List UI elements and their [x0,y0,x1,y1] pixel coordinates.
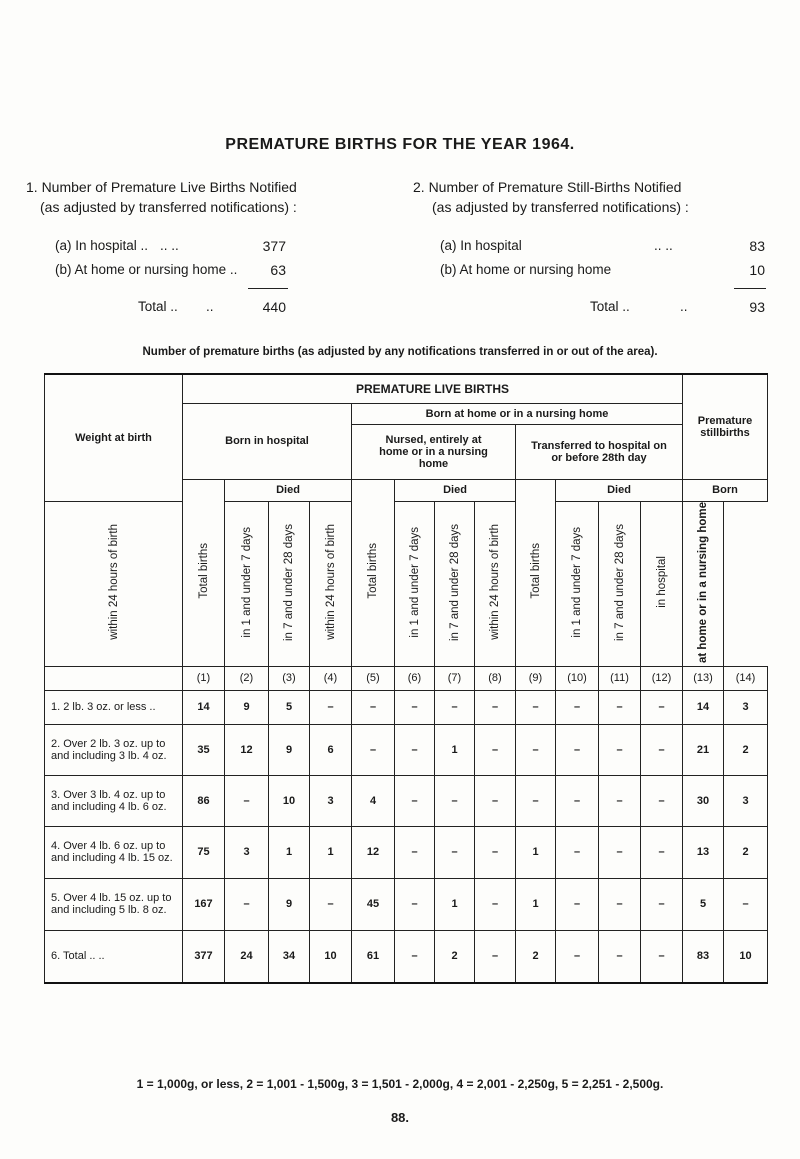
cell-col-3: 34 [269,930,310,983]
cell-col-7: 1 [435,724,475,775]
header-died-transferred: Died [556,479,683,501]
still-row-a-label: (a) In hospital [440,238,522,253]
cell-col-1: 167 [183,878,225,930]
live-total-value: 440 [262,299,286,315]
cell-col-10: – [556,724,599,775]
cell-col-11: – [599,775,641,826]
cell-col-4: – [310,878,352,930]
cell-col-14: 2 [724,826,768,878]
col-number: (13) [683,666,724,690]
col-label-7-to-28-days-transferred: in 7 and under 28 days [599,501,641,666]
weight-row [45,878,768,930]
cell-col-10: – [556,930,599,983]
cell-col-7: – [435,775,475,826]
cell-col-1: 75 [183,826,225,878]
col-number: (3) [269,666,310,690]
premature-births-table [44,373,768,984]
live-row-b-label: (b) At home or nursing home .. [55,262,238,277]
cell-col-12: – [641,690,683,724]
col-number: (2) [225,666,269,690]
weight-row [45,826,768,878]
live-total-label: Total .. [138,299,178,314]
cell-col-10: – [556,878,599,930]
cell-col-7: 2 [435,930,475,983]
still-row-b-value: 10 [749,262,765,278]
row-label: 6. Total .. .. [45,930,183,983]
cell-col-5: – [352,724,395,775]
cell-col-5: 4 [352,775,395,826]
cell-col-13: 14 [683,690,724,724]
cell-col-9: 1 [516,826,556,878]
cell-col-11: – [599,930,641,983]
cell-col-4: 1 [310,826,352,878]
cell-col-9: 1 [516,878,556,930]
cell-col-12: – [641,775,683,826]
col-label-within-24h-transferred: within 24 hours of birth [475,501,516,666]
col-label-total-births-nursed: Total births [352,479,395,666]
col-label-within-24h-nursed: within 24 hours of birth [310,501,352,666]
cell-col-9: 2 [516,930,556,983]
cell-col-2: – [225,878,269,930]
cell-col-14: – [724,878,768,930]
cell-col-13: 21 [683,724,724,775]
col-label-7-to-28-days-nursed: in 7 and under 28 days [435,501,475,666]
live-row-a-value: 377 [262,238,286,254]
cell-col-6: – [395,724,435,775]
still-row-a-dots: .. .. [654,238,673,253]
weight-footnote: 1 = 1,000g, or less, 2 = 1,001 - 1,500g, 3 = 1,501 - 2,000g, 4 = 2,001 - 2,250g, 5 = 2,251 - 2,500g. [136,1077,664,1091]
live-row-b-value: 63 [270,262,286,278]
still-heading-line1: 2. Number of Premature Still-Births Notified [413,179,682,195]
col-label-within-24h-hospital: within 24 hours of birth [45,501,183,666]
cell-col-11: – [599,826,641,878]
header-born-in-hospital: Born in hospital [183,403,352,479]
cell-col-11: – [599,724,641,775]
cell-col-1: 377 [183,930,225,983]
cell-col-13: 30 [683,775,724,826]
col-label-1-to-7-days-nursed: in 1 and under 7 days [395,501,435,666]
cell-col-8: – [475,690,516,724]
still-heading-line2: (as adjusted by transferred notifications) : [432,199,689,215]
cell-col-7: – [435,690,475,724]
cell-col-6: – [395,775,435,826]
cell-col-4: 6 [310,724,352,775]
cell-col-10: – [556,775,599,826]
cell-col-8: – [475,930,516,983]
cell-col-2: – [225,775,269,826]
page-title: PREMATURE BIRTHS FOR THE YEAR 1964. [225,136,575,153]
cell-col-5: 61 [352,930,395,983]
cell-col-9: – [516,775,556,826]
still-row-a-value: 83 [749,238,765,254]
cell-col-13: 13 [683,826,724,878]
cell-col-6: – [395,826,435,878]
cell-col-11: – [599,878,641,930]
cell-col-10: – [556,826,599,878]
cell-col-13: 5 [683,878,724,930]
col-label-still-in-hospital: in hospital [641,501,683,666]
cell-col-1: 35 [183,724,225,775]
cell-col-12: – [641,878,683,930]
live-total-dots: .. [206,299,214,314]
cell-col-14: 3 [724,690,768,724]
table-caption: Number of premature births (as adjusted by any notifications transferred in or out of the area). [142,346,658,358]
page-number: 88. [390,1110,410,1125]
weight-row [45,775,768,826]
col-number: (10) [556,666,599,690]
cell-col-4: 10 [310,930,352,983]
cell-col-4: – [310,690,352,724]
cell-col-3: 9 [269,724,310,775]
cell-col-3: 9 [269,878,310,930]
col-number: (8) [475,666,516,690]
live-heading-line1: 1. Number of Premature Live Births Notified [26,179,297,195]
cell-col-5: 12 [352,826,395,878]
cell-col-3: 10 [269,775,310,826]
header-premature-stillbirths: Premature stillbirths [683,374,768,479]
column-number-row [45,666,768,690]
cell-col-1: 86 [183,775,225,826]
cell-col-10: – [556,690,599,724]
live-row-a-label: (a) In hospital .. [55,238,149,253]
header-born: Born [683,479,768,501]
still-total-value: 93 [749,299,765,315]
cell-col-8: – [475,826,516,878]
cell-col-6: – [395,690,435,724]
still-total-dots: .. [680,299,688,314]
still-total-label: Total .. [590,299,630,314]
still-total-rule [734,288,766,289]
cell-col-7: 1 [435,878,475,930]
col-number: (9) [516,666,556,690]
total-row [45,930,768,983]
cell-col-3: 1 [269,826,310,878]
cell-col-7: – [435,826,475,878]
col-label-total-births-transferred: Total births [516,479,556,666]
cell-col-9: – [516,724,556,775]
header-nursed-at-home: Nursed, entirely at home or in a nursing home [352,424,516,479]
weight-row [45,724,768,775]
cell-col-12: – [641,930,683,983]
cell-col-2: 24 [225,930,269,983]
cell-col-6: – [395,930,435,983]
col-number: (14) [724,666,768,690]
row-label: 2. Over 2 lb. 3 oz. up to and including 3 lb. 4 oz. [45,724,183,775]
row-label: 4. Over 4 lb. 6 oz. up to and including 4 lb. 15 oz. [45,826,183,878]
weight-row [45,690,768,724]
col-number: (1) [183,666,225,690]
header-died-hospital: Died [225,479,352,501]
row-label: 3. Over 3 lb. 4 oz. up to and including 4 lb. 6 oz. [45,775,183,826]
live-heading-line2: (as adjusted by transferred notifications) : [40,199,297,215]
header-died-nursed: Died [395,479,516,501]
header-born-at-home: Born at home or in a nursing home [352,403,683,424]
col-label-total-births-hospital: Total births [183,479,225,666]
cell-col-8: – [475,775,516,826]
cell-col-2: 3 [225,826,269,878]
cell-col-9: – [516,690,556,724]
cell-col-5: 45 [352,878,395,930]
cell-col-14: 10 [724,930,768,983]
col-number: (11) [599,666,641,690]
col-number: (4) [310,666,352,690]
cell-col-2: 9 [225,690,269,724]
row-label: 5. Over 4 lb. 15 oz. up to and including 5 lb. 8 oz. [45,878,183,930]
col-number: (5) [352,666,395,690]
row-label: 1. 2 lb. 3 oz. or less .. [45,690,183,724]
col-number: (12) [641,666,683,690]
cell-col-6: – [395,878,435,930]
cell-col-12: – [641,724,683,775]
col-label-still-at-home: at home or in a nursing home [683,501,724,666]
cell-col-2: 12 [225,724,269,775]
header-weight-at-birth: Weight at birth [45,374,183,501]
col-number: (7) [435,666,475,690]
cell-col-12: – [641,826,683,878]
live-row-a-dots: .. .. [160,238,179,253]
live-total-rule [248,288,288,289]
col-number: (6) [395,666,435,690]
cell-col-13: 83 [683,930,724,983]
col-label-1-to-7-days-hospital: in 1 and under 7 days [225,501,269,666]
cell-col-11: – [599,690,641,724]
cell-col-8: – [475,724,516,775]
cell-col-3: 5 [269,690,310,724]
cell-col-4: 3 [310,775,352,826]
cell-col-5: – [352,690,395,724]
still-row-b-label: (b) At home or nursing home [440,262,612,277]
cell-col-1: 14 [183,690,225,724]
col-label-7-to-28-days-hospital: in 7 and under 28 days [269,501,310,666]
col-label-1-to-7-days-transferred: in 1 and under 7 days [556,501,599,666]
cell-col-14: 3 [724,775,768,826]
cell-col-14: 2 [724,724,768,775]
cell-col-8: – [475,878,516,930]
header-premature-live-births: PREMATURE LIVE BIRTHS [183,374,683,403]
header-transferred-to-hospital: Transferred to hospital on or before 28th day [516,424,683,479]
